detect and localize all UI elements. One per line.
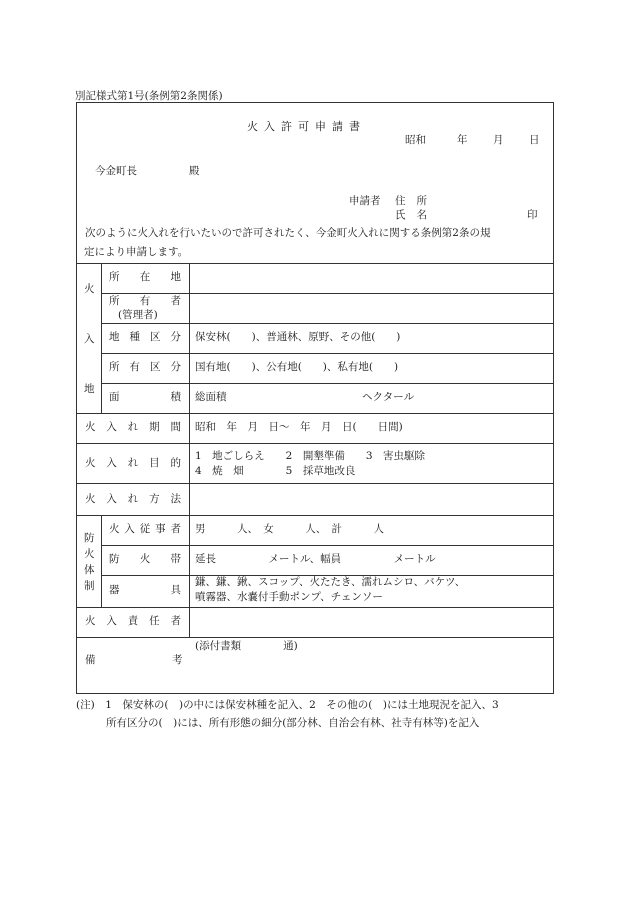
applicant-label: 申請者 bbox=[349, 195, 381, 207]
value-workers: 男 人、 女 人、 計 人 bbox=[195, 523, 384, 535]
rule-method bbox=[77, 483, 553, 484]
rule-label-divider bbox=[189, 263, 190, 637]
label-equipment: 器 具 bbox=[109, 584, 181, 596]
notes-line-1: (注) 1 保安林の( )の中には保安林種を記入、2 その他の( )には土地現況を記入、3 bbox=[76, 699, 499, 711]
label-responsible: 火 入 責 任 者 bbox=[85, 615, 181, 627]
rule-ownership bbox=[101, 353, 553, 354]
application-form-frame bbox=[76, 102, 554, 694]
intro-line-1: 次のように火入れを行いたいので許可されたく、今金町火入れに関する条例第2条の規 bbox=[85, 227, 491, 239]
section-fire-system-4: 制 bbox=[84, 580, 95, 592]
label-method: 火 入 れ 方 法 bbox=[85, 493, 181, 505]
rule-landtype bbox=[101, 323, 553, 324]
value-remarks: (添付書類 通) bbox=[195, 640, 298, 652]
label-area: 面 積 bbox=[109, 391, 181, 403]
value-area-prefix: 総面積 bbox=[195, 391, 227, 403]
applicant-address-label: 住 所 bbox=[395, 195, 427, 207]
label-firebreak: 防 火 帯 bbox=[109, 553, 181, 565]
label-location: 所 在 地 bbox=[109, 271, 181, 283]
section-fire-system-3: 体 bbox=[84, 564, 95, 576]
value-purpose-line-2: 4 焼 畑 5 採草地改良 bbox=[195, 465, 356, 477]
value-area-unit: ヘクタール bbox=[362, 391, 415, 403]
rule-period bbox=[77, 413, 553, 414]
rule-responsible bbox=[77, 607, 553, 608]
date-year: 年 bbox=[457, 134, 468, 146]
value-equipment-line-1: 鎌、鎌、鍬、スコップ、火たたき、濡れムシロ、バケツ、 bbox=[195, 576, 466, 588]
addressee-name: 今金町長 bbox=[95, 165, 137, 177]
form-number-label: 別記様式第1号(条例第2条関係) bbox=[75, 90, 223, 102]
label-ownership: 所 有 区 分 bbox=[109, 361, 181, 373]
label-owner: 所 有 者 bbox=[109, 295, 181, 307]
section-fire-land-3: 地 bbox=[84, 383, 95, 395]
rule-purpose bbox=[77, 443, 553, 444]
section-fire-land-1: 火 bbox=[84, 283, 95, 295]
label-owner-sub: (管理者) bbox=[118, 309, 158, 321]
section-fire-system-1: 防 bbox=[84, 532, 95, 544]
label-remarks-bottom: 考 bbox=[172, 654, 183, 666]
label-period: 火 入 れ 期 間 bbox=[85, 421, 181, 433]
rule-area bbox=[101, 383, 553, 384]
rule-firebreak bbox=[101, 545, 553, 546]
applicant-name-label: 氏 名 bbox=[395, 209, 427, 221]
rule-remarks bbox=[77, 637, 553, 638]
value-firebreak: 延長 メートル、幅員 メートル bbox=[195, 553, 436, 565]
applicant-seal: 印 bbox=[527, 209, 538, 221]
value-equipment-line-2: 噴霧器、水嚢付手動ポンプ、チェンソー bbox=[195, 591, 383, 603]
table-top-rule bbox=[77, 263, 553, 264]
value-ownership: 国有地( )、公有地( )、私有地( ) bbox=[195, 361, 399, 373]
notes-line-2: 所有区分の( )には、所有形態の細分(部分林、自治会有林、社寺有林等)を記入 bbox=[106, 717, 480, 729]
label-workers: 火 入 従 事 者 bbox=[109, 523, 181, 535]
label-remarks-top: 備 bbox=[85, 654, 96, 666]
date-month: 月 bbox=[493, 134, 504, 146]
rule-owner bbox=[101, 293, 553, 294]
rule-workers bbox=[77, 515, 553, 516]
label-land-type: 地 種 区 分 bbox=[109, 331, 181, 343]
date-era: 昭和 bbox=[405, 134, 426, 146]
section-fire-system-2: 火 bbox=[84, 548, 95, 560]
addressee-honorific: 殿 bbox=[189, 165, 200, 177]
date-day: 日 bbox=[529, 134, 540, 146]
intro-line-2: 定により申請します。 bbox=[84, 246, 189, 258]
value-land-type: 保安林( )、普通林、原野、その他( ) bbox=[195, 331, 401, 343]
section-fire-land-2: 入 bbox=[84, 333, 95, 345]
rule-section-divider-b bbox=[101, 515, 102, 607]
rule-section-divider-a bbox=[101, 263, 102, 413]
value-period: 昭和 年 月 日〜 年 月 日( 日間) bbox=[195, 421, 403, 433]
value-purpose-line-1: 1 地ごしらえ 2 開墾準備 3 害虫駆除 bbox=[195, 450, 426, 462]
label-purpose: 火 入 れ 目 的 bbox=[85, 457, 181, 469]
form-title: 火入許可申請書 bbox=[247, 120, 366, 133]
